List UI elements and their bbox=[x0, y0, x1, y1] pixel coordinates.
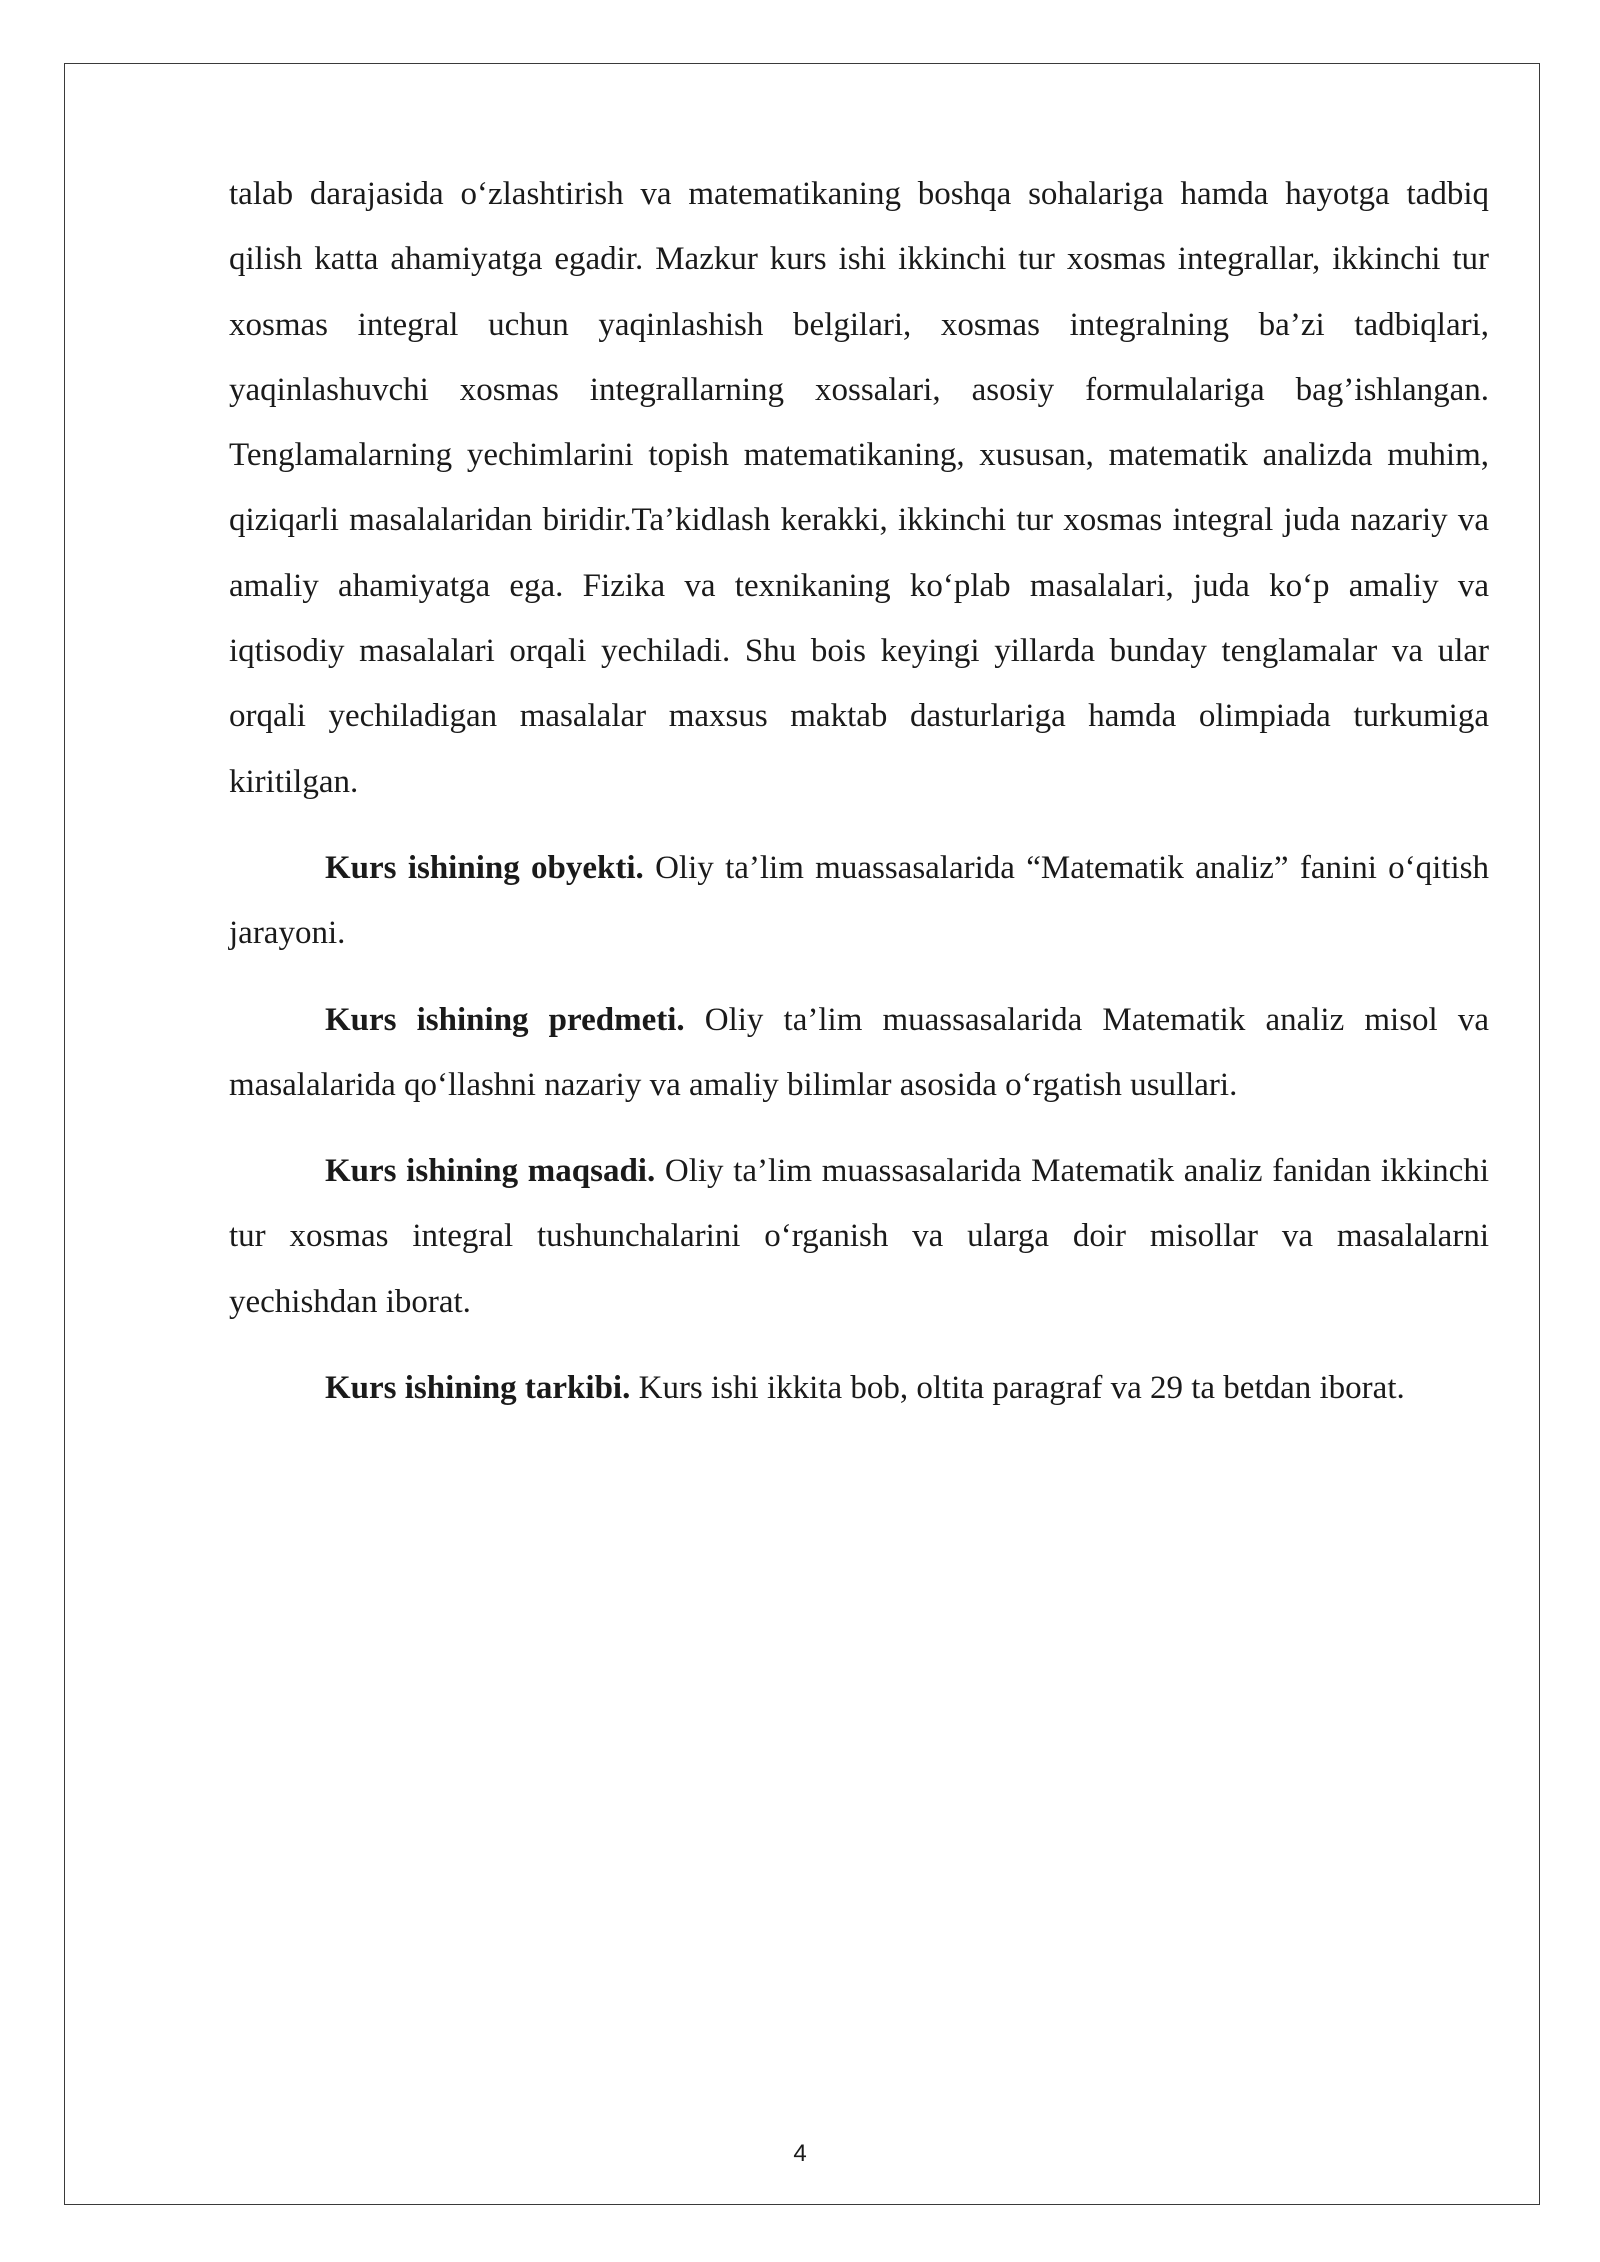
goal-text: Oliy ta’lim muassasalarida Matematik analiz fanidan ikkinchi tur xosmas integral tushunchalarini o‘rganish va ularga doir misollar va masalalarni yechishdan iborat. bbox=[229, 1153, 1489, 1320]
document-body bbox=[229, 162, 1489, 1421]
subject-paragraph bbox=[229, 988, 1489, 1119]
page-number: 4 bbox=[793, 2140, 807, 2167]
subject-text: Oliy ta’lim muassasalarida Matematik analiz misol va masalalarida qo‘llashni nazariy va amaliy bilimlar asosida o‘rgatish usullari. bbox=[229, 1001, 1489, 1103]
structure-paragraph bbox=[229, 1356, 1489, 1421]
structure-text: Kurs ishi ikkita bob, oltita paragraf va 29 ta betdan iborat. bbox=[630, 1370, 1405, 1407]
intro-paragraph-text: talab darajasida o‘zlashtirish va matematikaning boshqa sohalariga hamda hayotga tadbiq qilish katta ahamiyatga egadir. Mazkur kurs ishi ikkinchi tur xosmas integrallar, ikkinchi tur xosmas integral uchun yaqinlashish belgilari, xosmas integralning ba’zi tadbiqlari, yaqinlashuvchi xosmas integrallarning xossalari, asosiy formulalariga bag’ishlangan. Tenglamalarning yechimlarini topish matematikaning, xususan, matematik analizda muhim, qiziqarli masalalaridan biridir.Ta’kidlash kerakki, ikkinchi tur xosmas integral juda nazariy va amaliy ahamiyatga ega. Fizika va texnikaning ko‘plab masalalari, juda ko‘p amaliy va iqtisodiy masalalari orqali yechiladi. Shu bois keyingi yillarda bunday tenglamalar va ular orqali yechiladigan masalalar maxsus maktab dasturlariga hamda olimpiada turkumiga kiritilgan. bbox=[229, 176, 1489, 800]
subject-heading: Kurs ishining predmeti. bbox=[325, 1001, 685, 1038]
intro-paragraph bbox=[229, 162, 1489, 815]
goal-paragraph bbox=[229, 1139, 1489, 1335]
goal-heading: Kurs ishining maqsadi. bbox=[325, 1153, 656, 1190]
object-paragraph bbox=[229, 836, 1489, 967]
structure-heading: Kurs ishining tarkibi. bbox=[325, 1370, 631, 1407]
object-heading: Kurs ishining obyekti. bbox=[325, 849, 644, 886]
object-text: Oliy ta’lim muassasalarida “Matematik analiz” fanini o‘qitish jarayoni. bbox=[229, 849, 1489, 952]
